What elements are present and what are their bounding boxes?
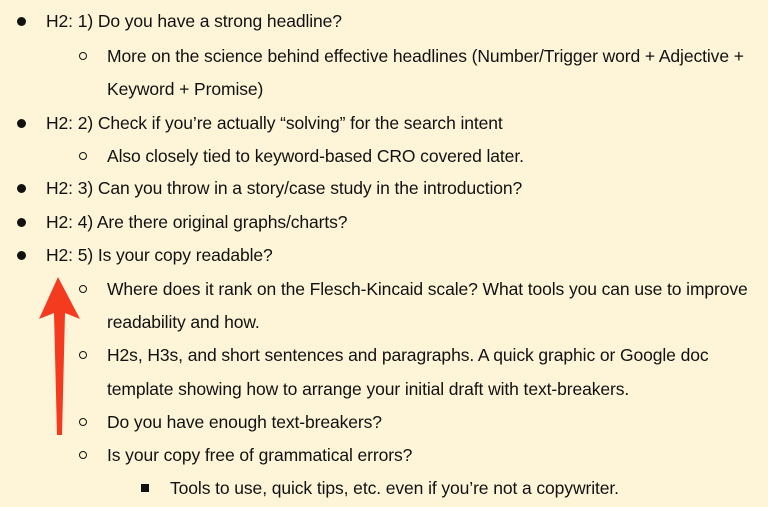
- circle-bullet-icon: [79, 52, 87, 60]
- outline-text: Do you have enough text-breakers?: [107, 411, 382, 432]
- disc-bullet-icon: [17, 119, 26, 128]
- circle-bullet-icon: [79, 152, 87, 160]
- outline-text: Tools to use, quick tips, etc. even if you’re not a copywriter.: [170, 477, 619, 498]
- red-up-arrow-icon: [36, 275, 84, 440]
- outline-text: Is your copy free of grammatical errors?: [107, 444, 413, 465]
- outline-text: H2: 1) Do you have a strong headline?: [46, 10, 342, 31]
- square-bullet-icon: [141, 484, 149, 492]
- outline-text: H2s, H3s, and short sentences and paragraphs. A quick graphic or Google doc: [107, 344, 709, 365]
- outline-text: Also closely tied to keyword-based CRO covered later.: [107, 145, 524, 166]
- outline-text: H2: 5) Is your copy readable?: [46, 244, 273, 265]
- outline-text: H2: 4) Are there original graphs/charts?: [46, 211, 348, 232]
- outline-text: template showing how to arrange your initial draft with text-breakers.: [107, 378, 630, 399]
- outline-text: readability and how.: [107, 311, 260, 332]
- outline-text: Where does it rank on the Flesch-Kincaid scale? What tools you can use to improve: [107, 278, 748, 299]
- disc-bullet-icon: [17, 184, 26, 193]
- disc-bullet-icon: [17, 218, 26, 227]
- outline-text: More on the science behind effective headlines (Number/Trigger word + Adjective +: [107, 45, 744, 66]
- outline-text: Keyword + Promise): [107, 78, 264, 99]
- outline-text: H2: 3) Can you throw in a story/case study in the introduction?: [46, 177, 523, 198]
- outline-text: H2: 2) Check if you’re actually “solving” for the search intent: [46, 112, 503, 133]
- circle-bullet-icon: [79, 451, 87, 459]
- disc-bullet-icon: [17, 251, 26, 260]
- disc-bullet-icon: [17, 17, 26, 26]
